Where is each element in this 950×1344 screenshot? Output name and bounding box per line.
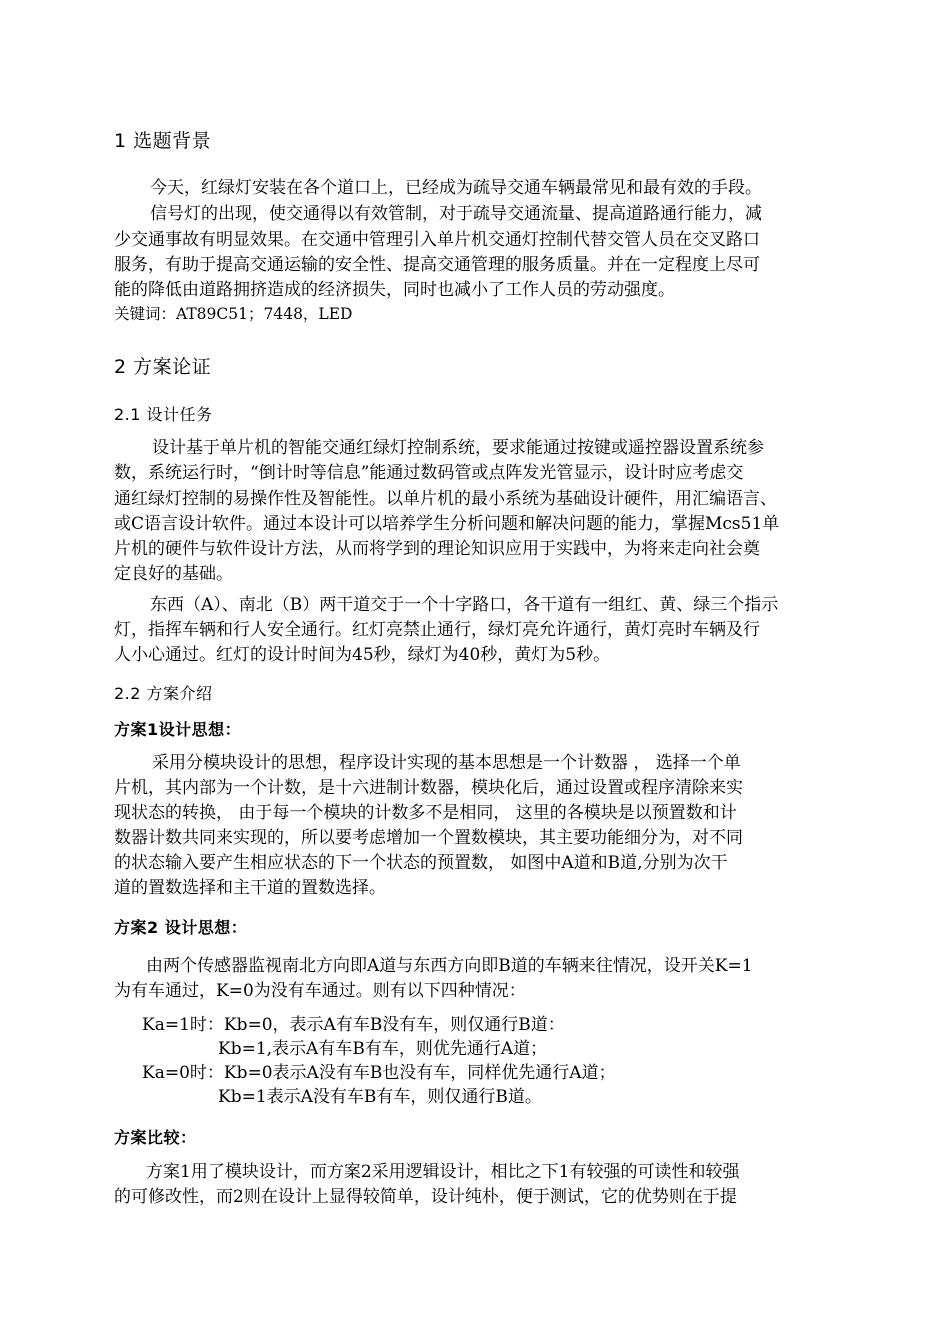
section-1-heading: 1 选题背景	[114, 130, 212, 152]
section-2-heading: 2 方案论证	[114, 356, 212, 378]
paragraph-line: 定良好的基础。	[114, 564, 233, 584]
paragraph-line: 数器计数共同来实现的，所以要考虑增加一个置数模块，其主要功能细分为，对不同	[114, 828, 743, 848]
paragraph-line: 通红绿灯控制的易操作性及智能性。以单片机的最小系统为基础设计硬件，用汇编语言、	[114, 489, 777, 509]
paragraph-line: 东西（A）、南北（B）两干道交于一个十字路口，各干道有一组红、黄、绿三个指示	[150, 595, 779, 615]
paragraph-line: 为有车通过，K=0为没有车通过。则有以下四种情况：	[114, 981, 526, 1001]
paragraph-line: 道的置数选择和主干道的置数选择。	[114, 878, 386, 898]
paragraph-line: 片机，其内部为一个计数，是十六进制计数器，模块化后，通过设置或程序清除来实	[114, 778, 743, 798]
case-line: Kb=1,表示A有车B有车，则优先通行A道；	[218, 1039, 548, 1059]
paragraph-line: 的可修改性，而2则在设计上显得较简单，设计纯朴，便于测试，它的优势则在于提	[114, 1187, 737, 1207]
plan-1-heading: 方案1设计思想：	[114, 720, 242, 739]
paragraph-line: 由两个传感器监视南北方向即A道与东西方向即B道的车辆来往情况，设开关K=1	[146, 956, 753, 976]
paragraph-line: 方案1用了模块设计，而方案2采用逻辑设计，相比之下1有较强的可读性和较强	[146, 1162, 740, 1182]
plan-comparison-heading: 方案比较：	[114, 1128, 197, 1147]
plan-2-heading: 方案2 设计思想：	[114, 918, 248, 937]
case-line: Ka=1时：Kb=0，表示A有车B没有车，则仅通行B道：	[142, 1015, 565, 1035]
subsection-2-1-heading: 2.1 设计任务	[114, 405, 213, 424]
paragraph-line: 人小心通过。红灯的设计时间为45秒，绿灯为40秒，黄灯为5秒。	[114, 645, 611, 665]
paragraph-line: 现状态的转换， 由于每一个模块的计数多不是相同， 这里的各模块是以预置数和计	[114, 803, 737, 823]
paragraph-line: 灯，指挥车辆和行人安全通行。红灯亮禁止通行，绿灯亮允许通行，黄灯亮时车辆及行	[114, 620, 760, 640]
case-line: Ka=0时：Kb=0表示A没有车B也没有车，同样优先通行A道；	[142, 1063, 616, 1083]
paragraph-line: 数，系统运行时，“倒计时等信息”能通过数码管或点阵发光管显示，设计时应考虑交	[114, 463, 744, 483]
paragraph-line: 采用分模块设计的思想，程序设计实现的基本思想是一个计数器 ， 选择一个单	[152, 753, 741, 773]
paragraph-line: 信号灯的出现，使交通得以有效管制，对于疏导交通流量、提高道路通行能力，减	[150, 204, 762, 224]
paragraph-line: 能的降低由道路拥挤造成的经济损失，同时也减小了工作人员的劳动强度。	[114, 280, 675, 300]
paragraph-line: 或C语言设计软件。通过本设计可以培养学生分析问题和解决问题的能力，掌握Mcs51单	[114, 514, 780, 534]
paragraph-line: 今天，红绿灯安装在各个道口上，已经成为疏导交通车辆最常见和最有效的手段。	[150, 178, 762, 198]
subsection-2-2-heading: 2.2 方案介绍	[114, 684, 213, 703]
paragraph-line: 的状态输入要产生相应状态的下一个状态的预置数， 如图中A道和B道,分别为次干	[114, 853, 728, 873]
case-line: Kb=1表示A没有车B有车，则仅通行B道。	[218, 1087, 542, 1107]
paragraph-line: 片机的硬件与软件设计方法，从而将学到的理论知识应用于实践中，为将来走向社会奠	[114, 539, 760, 559]
paragraph-line: 服务，有助于提高交通运输的安全性、提高交通管理的服务质量。并在一定程度上尽可	[114, 255, 760, 275]
paragraph-line: 少交通事故有明显效果。在交通中管理引入单片机交通灯控制代替交管人员在交叉路口	[114, 230, 760, 250]
paragraph-line: 设计基于单片机的智能交通红绿灯控制系统，要求能通过按键或遥控器设置系统参	[152, 438, 764, 458]
keywords-line: 关键词：AT89C51；7448，LED	[114, 305, 353, 323]
